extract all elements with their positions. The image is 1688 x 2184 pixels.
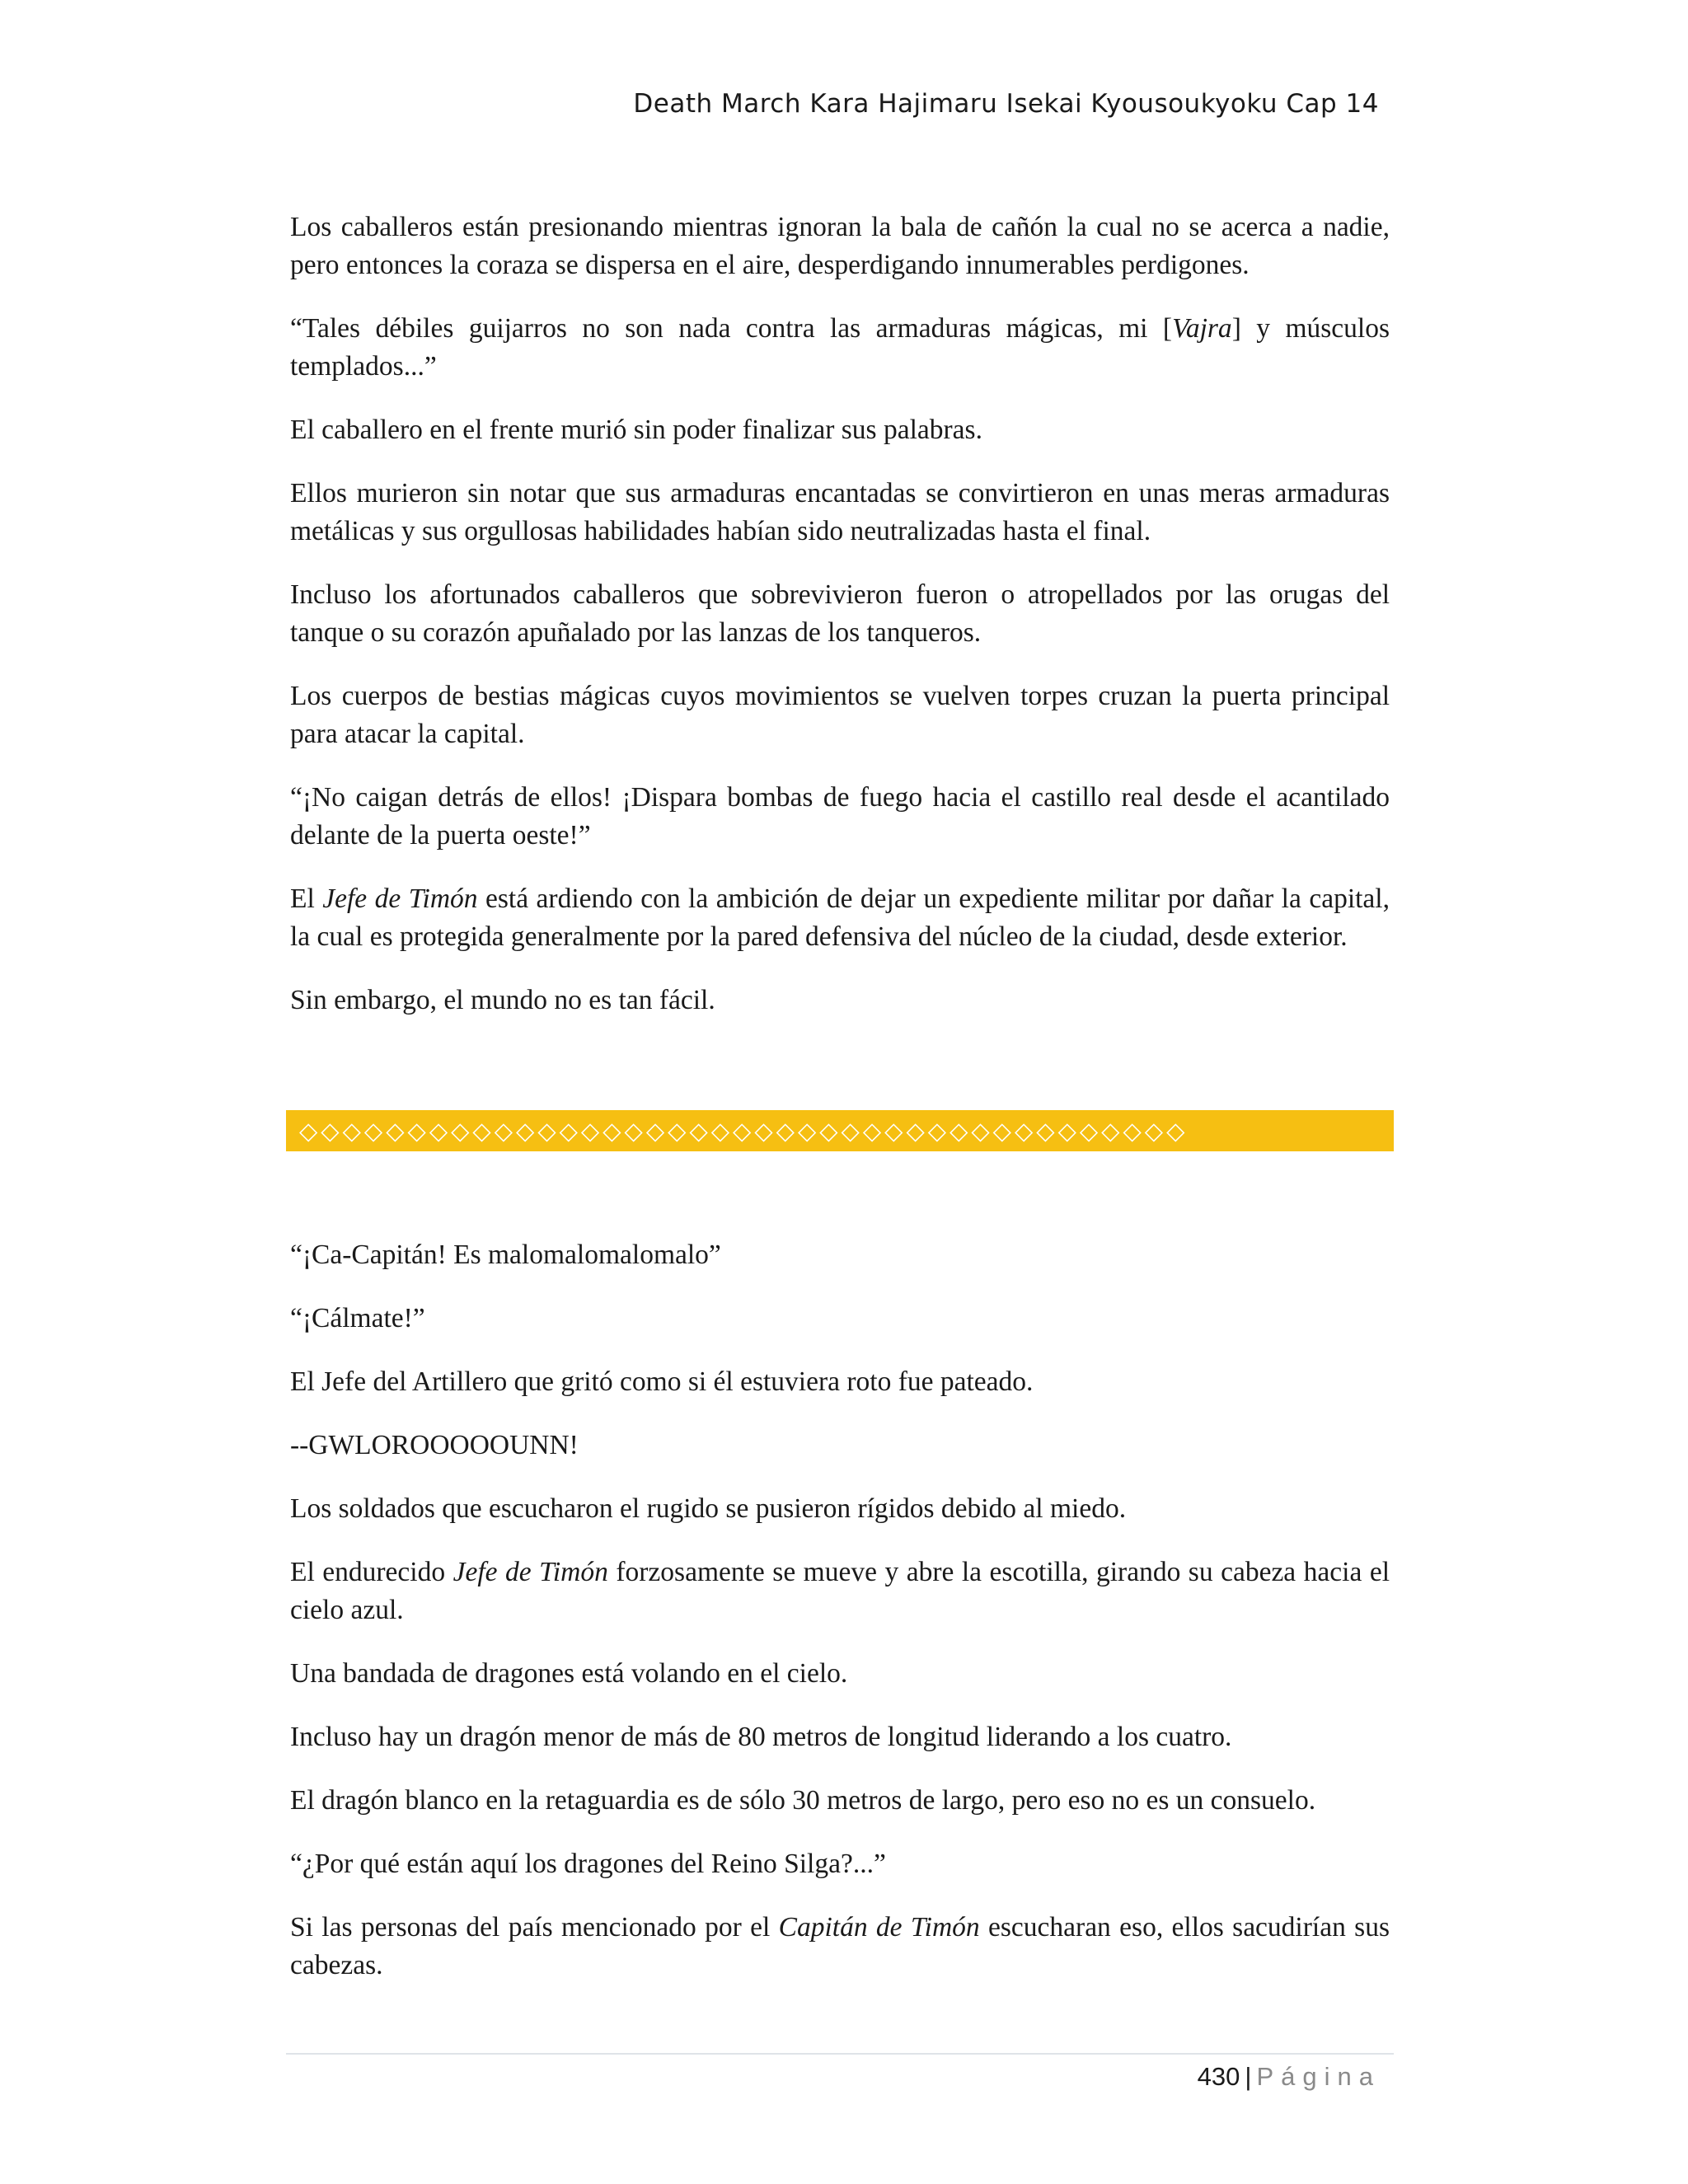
italic-text: Vajra	[1172, 313, 1232, 344]
paragraph	[290, 1782, 1390, 1820]
text-run: “¡Ca-Capitán! Es malomalomalomalo”	[290, 1240, 721, 1270]
paragraph	[290, 1236, 1390, 1274]
paragraph	[290, 982, 1390, 1019]
text-run: El Jefe del Artillero que gritó como si él estuviera roto fue pateado.	[290, 1366, 1034, 1397]
page-number: 430	[1197, 2062, 1240, 2091]
text-run: “¡No caigan detrás de ellos! ¡Dispara bombas de fuego hacia el castillo real desde el acantilado delante de la puerta oeste!”	[290, 782, 1390, 851]
text-run: Incluso los afortunados caballeros que sobrevivieron fueron o atropellados por las orugas del tanque o su corazón apuñalado por las lanzas de los tanqueros.	[290, 579, 1390, 648]
paragraph	[290, 1300, 1390, 1338]
paragraph	[290, 1427, 1390, 1465]
text-block-bottom	[290, 1236, 1390, 2010]
text-run: Los caballeros están presionando mientras ignoran la bala de cañón la cual no se acerca a nadie, pero entonces la coraza se dispersa en el aire, desperdigando innumerables perdigones.	[290, 212, 1390, 280]
footer-separator: |	[1245, 2062, 1252, 2091]
text-run: “Tales débiles guijarros no son nada contra las armaduras mágicas, mi [	[290, 313, 1173, 344]
text-run: escucharan eso, ellos sacudirían sus cabezas.	[290, 1912, 1390, 1980]
text-run: está ardiendo con la ambición de dejar un expediente militar por dañar la capital, la cual es protegida generalmente por la pared defensiva del núcleo de la ciudad, desde exterior.	[290, 883, 1390, 952]
diamond-icon-row: ◇◇◇◇◇◇◇◇◇◇◇◇◇◇◇◇◇◇◇◇◇◇◇◇◇◇◇◇◇◇◇◇◇◇◇◇◇◇◇◇◇	[299, 1116, 1189, 1145]
text-block-top	[290, 209, 1390, 1045]
italic-text: Jefe de Timón	[452, 1557, 608, 1587]
paragraph	[290, 1655, 1390, 1693]
italic-text: Capitán de Timón	[778, 1912, 980, 1943]
section-divider	[286, 1110, 1394, 1151]
page-label: Página	[1256, 2062, 1381, 2091]
text-run: El endurecido	[290, 1557, 453, 1587]
paragraph	[290, 310, 1390, 386]
paragraph	[290, 677, 1390, 753]
text-run: “¿Por qué están aquí los dragones del Reino Silga?...”	[290, 1849, 886, 1879]
text-run: ] y músculos templados...”	[290, 313, 1390, 382]
text-run: Si las personas del país mencionado por el	[290, 1912, 779, 1943]
paragraph	[290, 1554, 1390, 1629]
text-run: Sin embargo, el mundo no es tan fácil.	[290, 985, 715, 1015]
text-run: Los soldados que escucharon el rugido se pusieron rígidos debido al miedo.	[290, 1493, 1127, 1524]
paragraph	[290, 1909, 1390, 1985]
paragraph	[290, 1845, 1390, 1883]
text-run: “¡Cálmate!”	[290, 1303, 425, 1333]
text-run: forzosamente se mueve y abre la escotilla, girando su cabeza hacia el cielo azul.	[290, 1557, 1390, 1625]
text-run: Una bandada de dragones está volando en el cielo.	[290, 1658, 848, 1689]
text-run: Incluso hay un dragón menor de más de 80 metros de longitud liderando a los cuatro.	[290, 1722, 1232, 1752]
paragraph	[290, 779, 1390, 855]
paragraph	[290, 880, 1390, 956]
paragraph	[290, 1718, 1390, 1756]
paragraph	[290, 411, 1390, 449]
italic-text: Jefe de Timón	[322, 883, 478, 914]
text-run: Ellos murieron sin notar que sus armaduras encantadas se convirtieron en unas meras armaduras metálicas y sus orgullosas habilidades habían sido neutralizadas hasta el final.	[290, 478, 1390, 546]
page-footer	[1198, 2062, 1381, 2092]
paragraph	[290, 475, 1390, 551]
paragraph	[290, 576, 1390, 652]
text-run: Los cuerpos de bestias mágicas cuyos movimientos se vuelven torpes cruzan la puerta principal para atacar la capital.	[290, 681, 1390, 749]
paragraph	[290, 209, 1390, 284]
paragraph	[290, 1363, 1390, 1401]
footer-rule	[286, 2053, 1394, 2055]
paragraph	[290, 1490, 1390, 1528]
text-run: El	[290, 883, 323, 914]
text-run: El caballero en el frente murió sin poder finalizar sus palabras.	[290, 415, 982, 445]
text-run: El dragón blanco en la retaguardia es de sólo 30 metros de largo, pero eso no es un consuelo.	[290, 1785, 1316, 1816]
text-run: --GWLOROOOOOUNN!	[290, 1430, 579, 1460]
page-header-title: Death March Kara Hajimaru Isekai Kyousoukyoku Cap 14	[633, 89, 1379, 119]
